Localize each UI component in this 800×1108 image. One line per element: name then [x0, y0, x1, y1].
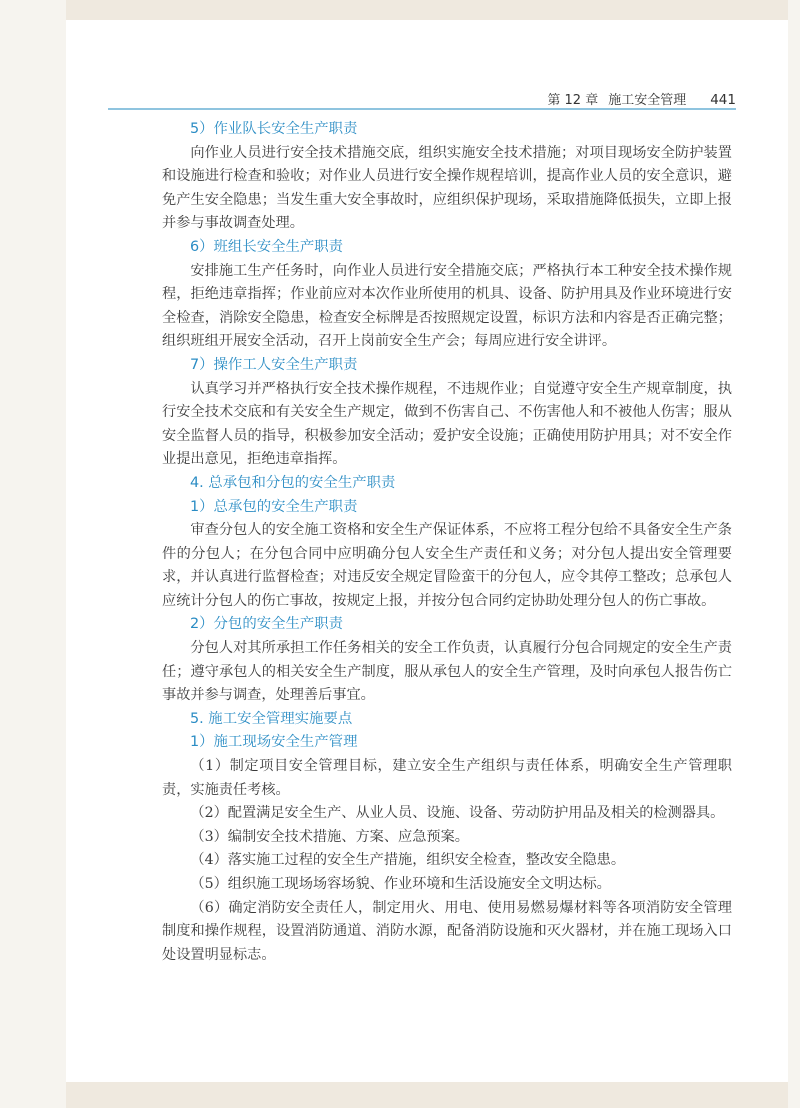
section-heading: 4. 总承包和分包的安全生产职责 — [190, 474, 396, 491]
subsection-heading: 1）施工现场安全生产管理 — [190, 734, 358, 751]
paragraph: （5）组织施工现场场容场貌、作业环境和生活设施安全文明达标。 — [190, 876, 611, 892]
paragraph: 分包人对其所承担工作任务相关的安全工作负责，认真履行分包合同规定的安全生产责任；遵守承包人的相关安全生产制度，服从承包人的安全生产管理，及时向承包人报告伤亡事故并参与调查，处理善后事宜。 — [162, 640, 732, 704]
running-header — [547, 89, 736, 108]
paragraph: （2）配置满足安全生产、从业人员、设施、设备、劳动防护用品及相关的检测器具。 — [190, 805, 725, 822]
header-rule — [108, 108, 736, 110]
page-body — [162, 118, 732, 967]
scan-top-margin — [66, 0, 788, 20]
paragraph: 认真学习并严格执行安全技术操作规程，不违规作业；自觉遵守安全生产规章制度，执行安全技术交底和有关安全生产规定，做到不伤害自己、不伤害他人和不被他人伤害；服从安全监督人员的指导，积极参加安全活动；爱护安全设施；正确使用防护用具；对不安全作业提出意见，拒绝违章指挥。 — [162, 380, 732, 468]
section-heading: 5. 施工安全管理实施要点 — [190, 710, 353, 727]
paragraph: 向作业人员进行安全技术措施交底，组织实施安全技术措施；对项目现场安全防护装置和设施进行检查和验收；对作业人员进行安全操作规程培训，提高作业人员的安全意识，避免产生安全隐患；当发生重大安全事故时，应组织保护现场，采取措施降低损失，立即上报并参与事故调查处理。 — [162, 144, 732, 232]
paragraph: 审查分包人的安全施工资格和安全生产保证体系，不应将工程分包给不具备安全生产条件的分包人；在分包合同中应明确分包人安全生产责任和义务；对分包人提出安全管理要求，并认真进行监督检查；对违反安全规定冒险蛮干的分包人，应令其停工整改；总承包人应统计分包人的伤亡事故，按规定上报，并按分包合同约定协助处理分包人的伤亡事故。 — [162, 522, 732, 609]
subsection-heading: 6）班组长安全生产职责 — [190, 238, 344, 255]
paragraph: （1）制定项目安全管理目标，建立安全生产组织与责任体系，明确安全生产管理职责，实施责任考核。 — [162, 758, 732, 798]
subsection-heading: 5）作业队长安全生产职责 — [190, 121, 358, 137]
scan-bottom-margin — [66, 1082, 788, 1108]
paragraph: （3）编制安全技术措施、方案、应急预案。 — [190, 828, 469, 845]
subsection-heading: 7）操作工人安全生产职责 — [190, 356, 358, 373]
paragraph: 安排施工生产任务时，向作业人员进行安全措施交底；严格执行本工种安全技术操作规程，拒绝违章指挥；作业前应对本次作业所使用的机具、设备、防护用具及作业环境进行安全检查，消除安全隐患，检查安全标牌是否按照规定设置，标识方法和内容是否正确完整；组织班组开展安全活动，召开上岗前安全生产会；每周应进行安全讲评。 — [162, 262, 732, 350]
chapter-title: 施工安全管理 — [608, 93, 687, 108]
chapter-label: 第 12 章 — [547, 93, 599, 108]
paragraph: （4）落实施工过程的安全生产措施，组织安全检查，整改安全隐患。 — [190, 852, 626, 869]
subsection-heading: 1）总承包的安全生产职责 — [190, 498, 358, 515]
paragraph: （6）确定消防安全责任人，制定用火、用电、使用易燃易爆材料等各项消防安全管理制度和操作规程，设置消防通道、消防水源，配备消防设施和灭火器材，并在施工现场入口处设置明显标志。 — [162, 899, 732, 963]
subsection-heading: 2）分包的安全生产职责 — [190, 616, 344, 633]
page-number: 441 — [710, 92, 736, 108]
